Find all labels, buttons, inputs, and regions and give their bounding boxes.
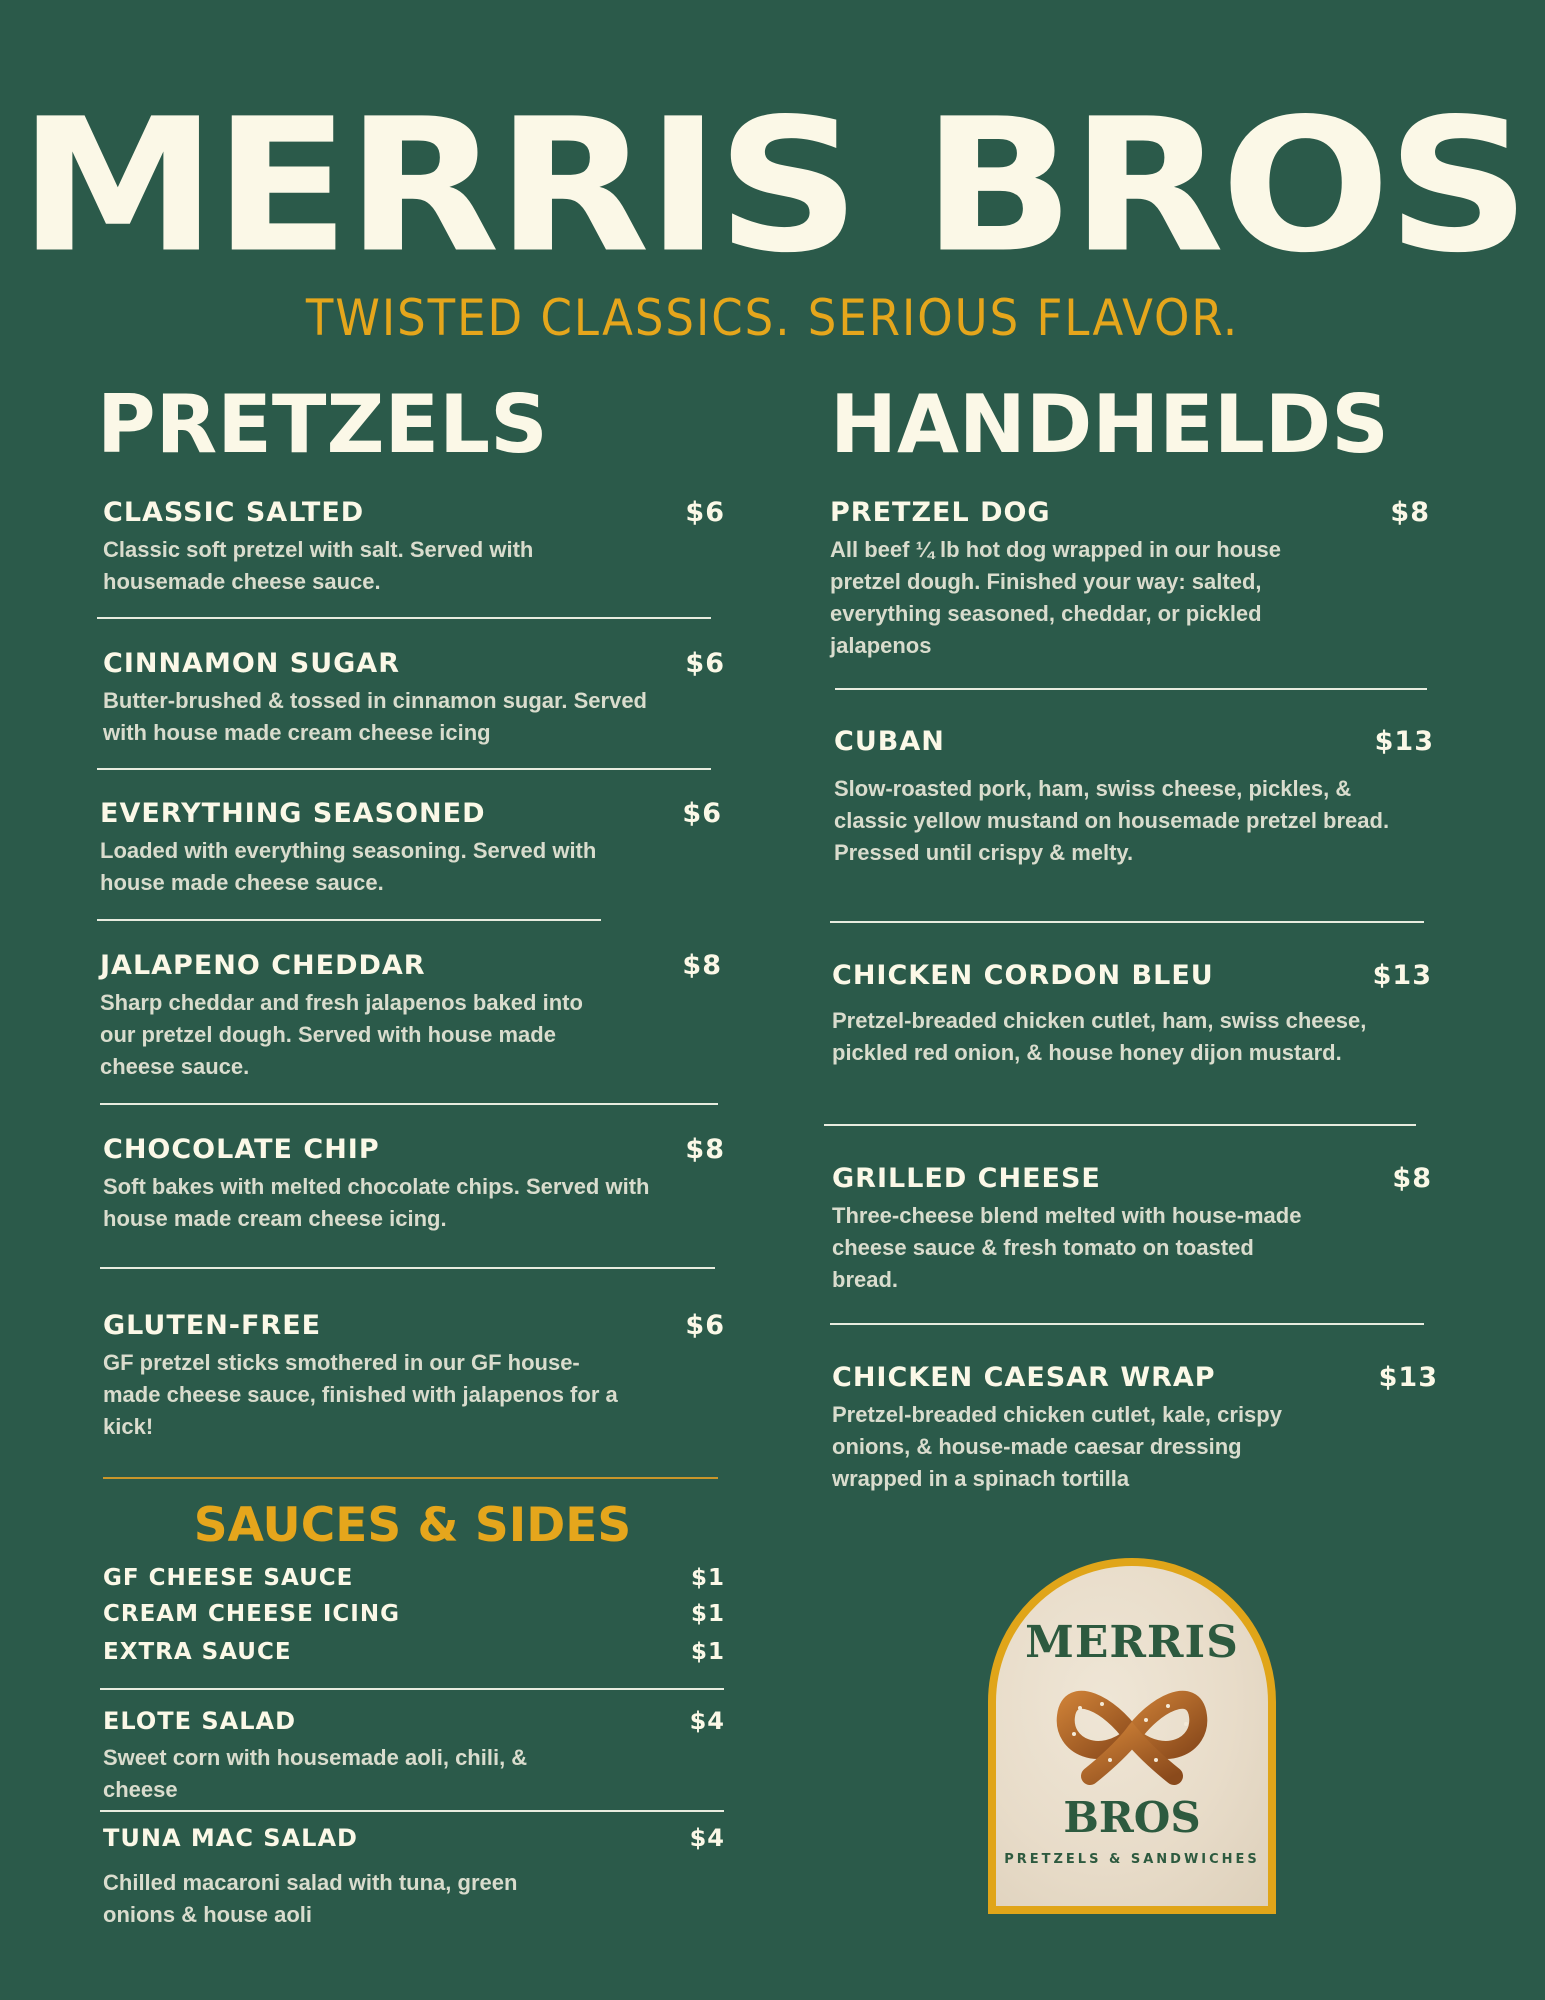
item-name: GLUTEN-FREE [103,1310,322,1341]
side-item-elote-salad [103,1704,725,1806]
item-price: $8 [685,1134,725,1165]
item-description: Sharp cheddar and fresh jalapenos baked into our pretzel dough. Served with house made cheese sauce. [100,990,583,1079]
divider [835,688,1427,690]
sauce-price: $1 [690,1565,725,1591]
item-description: Soft bakes with melted chocolate chips. Served with house made cream cheese icing. [103,1174,650,1231]
item-name: CHOCOLATE CHIP [103,1134,380,1165]
sauce-price: $1 [690,1601,725,1627]
divider [100,1267,715,1269]
menu-item-pretzel-dog [830,496,1430,662]
sauce-name: GF CHEESE SAUCE [103,1565,354,1591]
item-description: All beef ¼ lb hot dog wrapped in our house pretzel dough. Finished your way: salted, everything seasoned, cheddar, or pickled jalapenos [830,537,1282,658]
divider [830,1323,1424,1325]
menu-item-gluten-free [103,1309,725,1443]
sauce-price: $1 [690,1639,725,1665]
item-name: GRILLED CHEESE [832,1163,1101,1194]
item-name: CINNAMON SUGAR [103,648,400,679]
item-price: $13 [1378,1362,1438,1393]
menu-item-everything-seasoned [100,797,722,899]
item-price: $6 [682,798,722,829]
sauce-item [103,1563,725,1593]
item-description: Chilled macaroni salad with tuna, green onions & house aoli [103,1870,518,1927]
divider [100,1103,718,1105]
menu-item-grilled-cheese [832,1162,1432,1296]
item-name: CUBAN [834,726,945,757]
tagline: TWISTED CLASSICS. SERIOUS FLAVOR. [305,289,1240,347]
item-description: Butter-brushed & tossed in cinnamon sugar. Served with house made cream cheese icing [103,688,647,745]
divider [100,1688,724,1690]
divider [97,919,601,921]
item-description: Sweet corn with housemade aoli, chili, & cheese [103,1745,528,1802]
side-item-tuna-mac-salad [103,1821,725,1931]
gold-divider [103,1477,718,1479]
item-name: PRETZEL DOG [830,497,1051,528]
item-name: TUNA MAC SALAD [103,1824,358,1852]
item-price: $4 [689,1707,725,1735]
item-price: $6 [685,648,725,679]
item-name: CLASSIC SALTED [103,497,365,528]
item-name: CHICKEN CORDON BLEU [832,960,1214,991]
sauces-sides-heading: SAUCES & SIDES [193,1498,632,1553]
item-description: Loaded with everything seasoning. Served with house made cheese sauce. [100,838,597,895]
menu-item-jalapeno-cheddar [100,949,722,1083]
brand-logo [988,1558,1276,1914]
item-description: Slow-roasted pork, ham, swiss cheese, pickles, & classic yellow mustand on housemade pretzel bread. Pressed until crispy & melty. [834,776,1390,865]
item-name: JALAPENO CHEDDAR [100,950,426,981]
handhelds-heading: HANDHELDS [830,378,1389,471]
item-name: ELOTE SALAD [103,1707,297,1735]
item-description: Three-cheese blend melted with house-made cheese sauce & fresh tomato on toasted bread. [832,1203,1302,1292]
item-name: CHICKEN CAESAR WRAP [832,1362,1216,1393]
item-price: $8 [1390,497,1430,528]
menu-item-chocolate-chip [103,1133,725,1235]
pretzel-icon [1050,1664,1214,1794]
item-description: GF pretzel sticks smothered in our GF house-made cheese sauce, finished with jalapenos for a kick! [103,1350,618,1439]
menu-item-chicken-caesar-wrap [832,1361,1438,1495]
item-price: $8 [682,950,722,981]
logo-wordmark-bottom: BROS [1063,1793,1201,1842]
menu-item-classic-salted [103,496,725,598]
divider [830,921,1424,923]
menu-item-chicken-cordon-bleu [832,959,1432,1069]
divider [100,1810,724,1812]
logo-subtitle: PRETZELS & SANDWICHES [1004,1852,1260,1867]
item-description: Pretzel-breaded chicken cutlet, ham, swiss cheese, pickled red onion, & house honey dijon mustard. [832,1008,1367,1065]
item-description: Pretzel-breaded chicken cutlet, kale, crispy onions, & house-made caesar dressing wrapped in a spinach tortilla [832,1402,1282,1491]
menu-item-cinnamon-sugar [103,647,725,749]
item-price: $8 [1392,1163,1432,1194]
logo-wordmark-top: MERRIS [1025,1617,1239,1668]
item-price: $6 [685,1310,725,1341]
menu-item-cuban [834,725,1434,869]
divider [97,617,711,619]
item-price: $4 [689,1824,725,1852]
item-description: Classic soft pretzel with salt. Served with housemade cheese sauce. [103,537,534,594]
divider [97,768,711,770]
item-price: $13 [1372,960,1432,991]
pretzels-heading: PRETZELS [97,378,548,471]
divider [824,1124,1416,1126]
sauce-item [103,1637,725,1667]
item-price: $6 [685,497,725,528]
sauce-name: CREAM CHEESE ICING [103,1601,400,1627]
item-price: $13 [1374,726,1434,757]
sauce-name: EXTRA SAUCE [103,1639,292,1665]
item-name: EVERYTHING SEASONED [100,798,486,829]
restaurant-title: MERRIS BROS [18,79,1527,294]
sauce-item [103,1599,725,1629]
